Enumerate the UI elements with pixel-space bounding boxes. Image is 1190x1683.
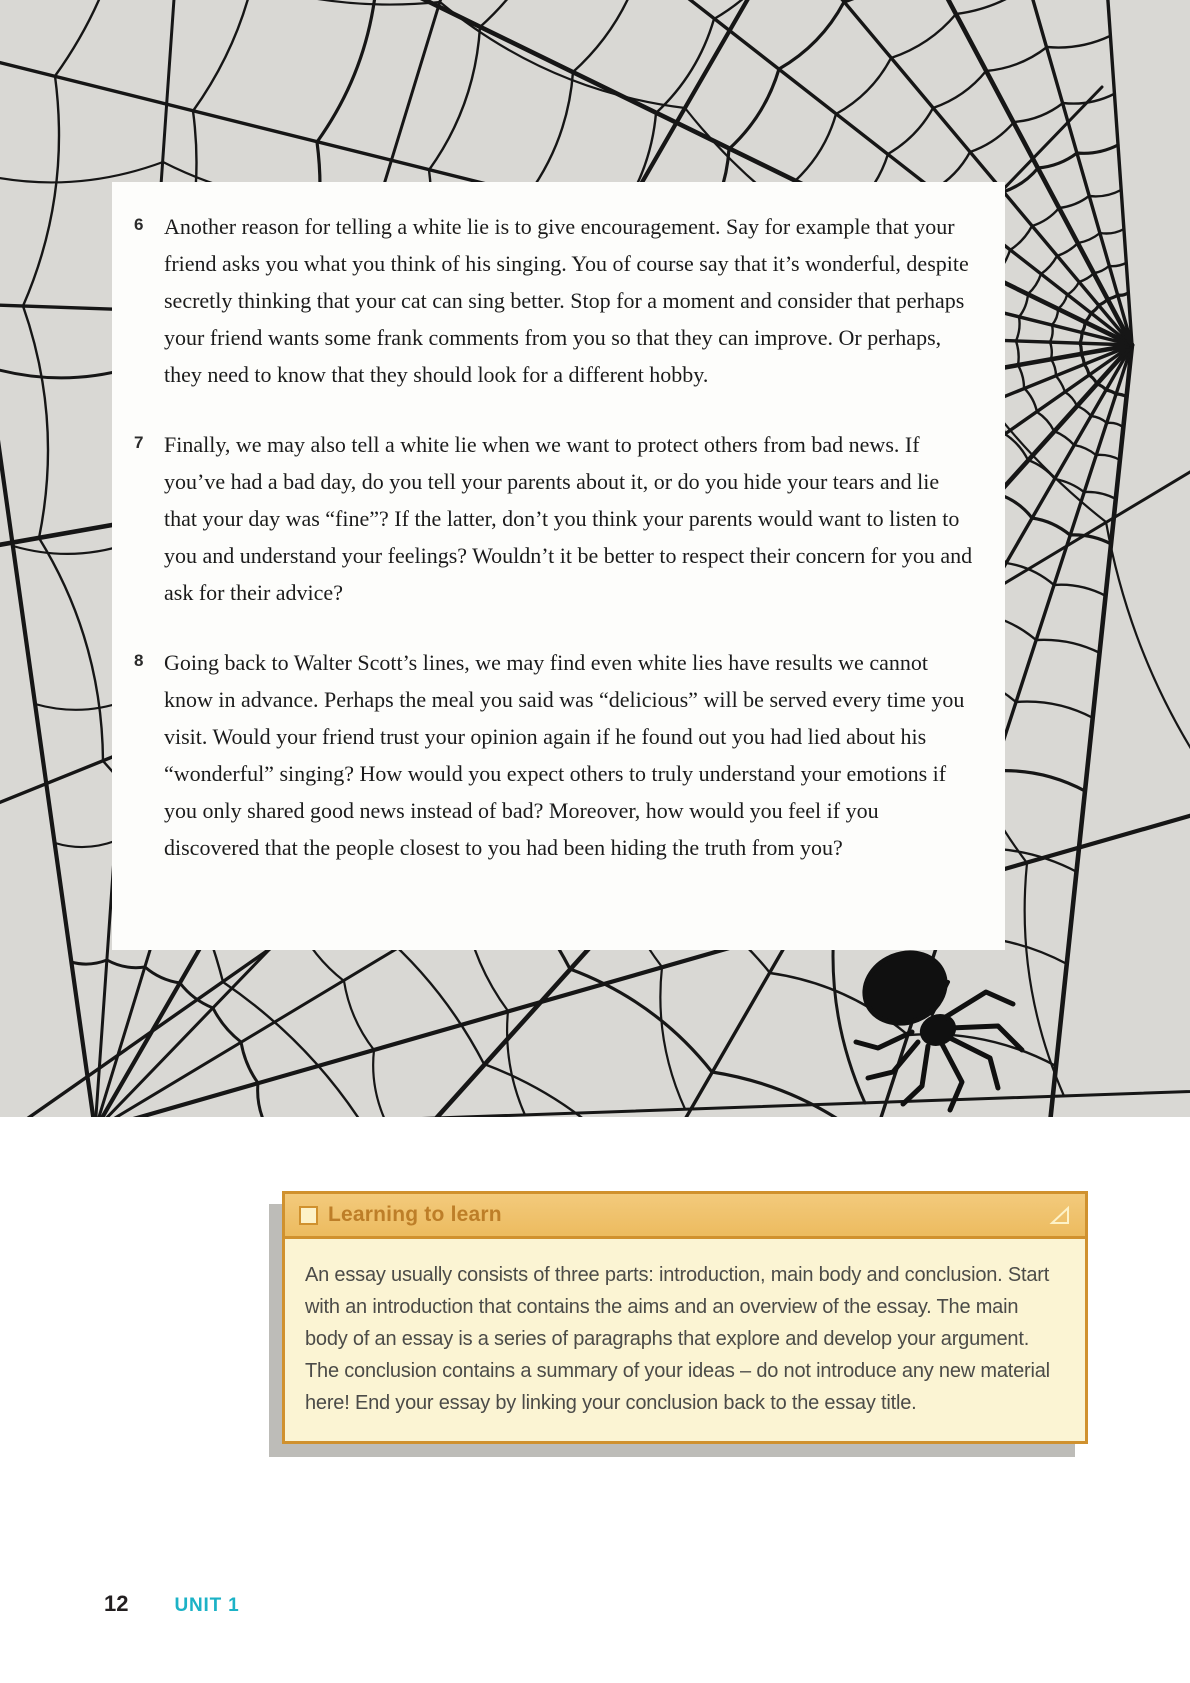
learning-box-header [285, 1194, 1085, 1239]
paragraph-text: Finally, we may also tell a white lie when we want to protect others from bad news. If you’ve had a bad day, do you tell your parents about it, or do you hide your tears and lie that your day was “fine”? If the latter, don’t you think your parents would want to listen to you and understand your feelings? Wouldn’t it be better to respect their concern for you and ask for their advice? [164, 432, 973, 605]
learning-box-text: An essay usually consists of three parts: introduction, main body and conclusion. Start with an introduction that contains the aims and an overview of the essay. The main body of an essay is a series of paragraphs that explore and develop your argument. The conclusion contains a summary of your ideas – do not introduce any new material here! End your essay by linking your conclusion back to the essay title. [305, 1264, 1050, 1414]
paragraph-text: Going back to Walter Scott’s lines, we may find even white lies have results we cannot know in advance. Perhaps the meal you said was “delicious” will be served every time you visit. Would your friend trust your opinion again if he found out you had lied about his “wonderful” singing? How would you expect others to truly understand your emotions if you only shared good news instead of bad? Moreover, how would you feel if you discovered that the people closest to you had been hiding the truth from you? [164, 650, 965, 860]
paragraph-6 [112, 208, 1005, 393]
paragraph-8 [112, 644, 1005, 866]
triangle-icon [1049, 1204, 1071, 1226]
paragraph-text: Another reason for telling a white lie is to give encouragement. Say for example that your friend asks you what you think of his singing. You of course say that it’s wonderful, despite secretly thinking that your cat can sing better. Stop for a moment and consider that perhaps your friend wants some frank comments from you so that they can improve. Or perhaps, they need to know that they should look for a different hobby. [164, 214, 969, 387]
learning-box-title: Learning to learn [328, 1203, 502, 1226]
paragraph-number: 7 [134, 433, 144, 452]
paragraph-number: 6 [134, 215, 144, 234]
learning-to-learn-box [282, 1191, 1088, 1444]
paragraph-number: 8 [134, 651, 144, 670]
paragraph-7 [112, 426, 1005, 611]
reading-panel [112, 182, 1005, 950]
page-number: 12 [104, 1591, 129, 1616]
spider-illustration [854, 941, 1022, 1110]
square-bullet-icon [299, 1206, 318, 1225]
page-footer [104, 1591, 239, 1617]
unit-label: UNIT 1 [174, 1595, 240, 1616]
